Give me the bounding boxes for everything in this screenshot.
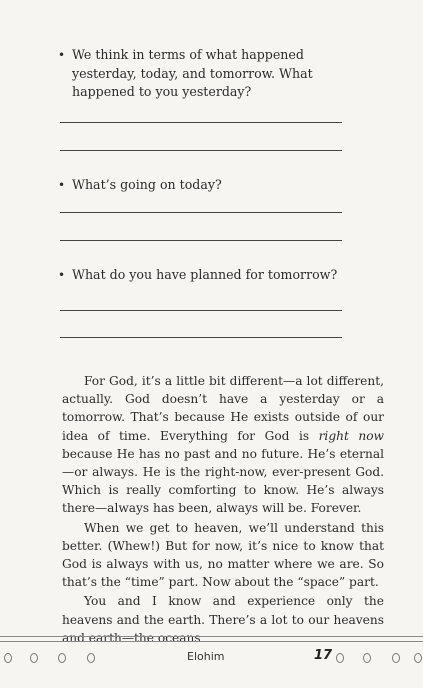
circle-ornament-icon xyxy=(58,653,66,663)
paragraph-1 xyxy=(62,372,384,518)
paragraph-1-part-a: For God, it’s a little bit different—a lot different, actually. God doesn’t have a yesterday or a tomorrow. That’s because He exists outside of our idea of time. Everything for God is xyxy=(62,374,384,443)
bullet: • xyxy=(58,48,66,62)
answer-line xyxy=(60,240,342,241)
running-title: Elohim xyxy=(187,650,225,663)
footer-rule xyxy=(0,641,423,642)
question-2-text: What’s going on today? xyxy=(72,177,222,192)
answer-line xyxy=(60,337,342,338)
answer-line xyxy=(60,310,342,311)
answer-line xyxy=(60,150,342,151)
bullet: • xyxy=(58,178,66,192)
page-footer xyxy=(0,648,423,670)
circle-ornament-icon xyxy=(392,653,400,663)
circle-ornament-icon xyxy=(4,653,12,663)
question-2 xyxy=(58,176,358,195)
question-3 xyxy=(58,266,358,285)
circle-ornament-icon xyxy=(414,653,422,663)
circle-ornament-icon xyxy=(87,653,95,663)
circle-ornament-icon xyxy=(30,653,38,663)
paragraph-2: When we get to heaven, we’ll understand this better. (Whew!) But for now, it’s nice to know that God is always with us, no matter where we are. So that’s the “time” part. Now about the “space” part. xyxy=(62,520,384,590)
circle-ornament-icon xyxy=(336,653,344,663)
bullet: • xyxy=(58,268,66,282)
circle-ornament-icon xyxy=(363,653,371,663)
answer-line xyxy=(60,122,342,123)
paragraph-1-emphasis: right now xyxy=(318,428,384,443)
paragraph-3: You and I know and experience only the heavens and the earth. There’s a lot to our heavens and earth—the oceans xyxy=(62,594,384,645)
question-1 xyxy=(58,46,358,102)
question-1-text: We think in terms of what happened yesterday, today, and tomorrow. What happened to you yesterday? xyxy=(72,47,313,99)
paragraph-1-part-b: because He has no past and no future. He’s eternal—or always. He is the right-now, ever-present God. Which is really comforting to know. He’s always there—always has been, always will be. Forever. xyxy=(62,446,384,516)
footer-rule xyxy=(0,636,423,637)
question-3-text: What do you have planned for tomorrow? xyxy=(72,267,338,282)
body-text xyxy=(62,372,384,647)
page-number: 17 xyxy=(314,648,333,663)
answer-line xyxy=(60,212,342,213)
